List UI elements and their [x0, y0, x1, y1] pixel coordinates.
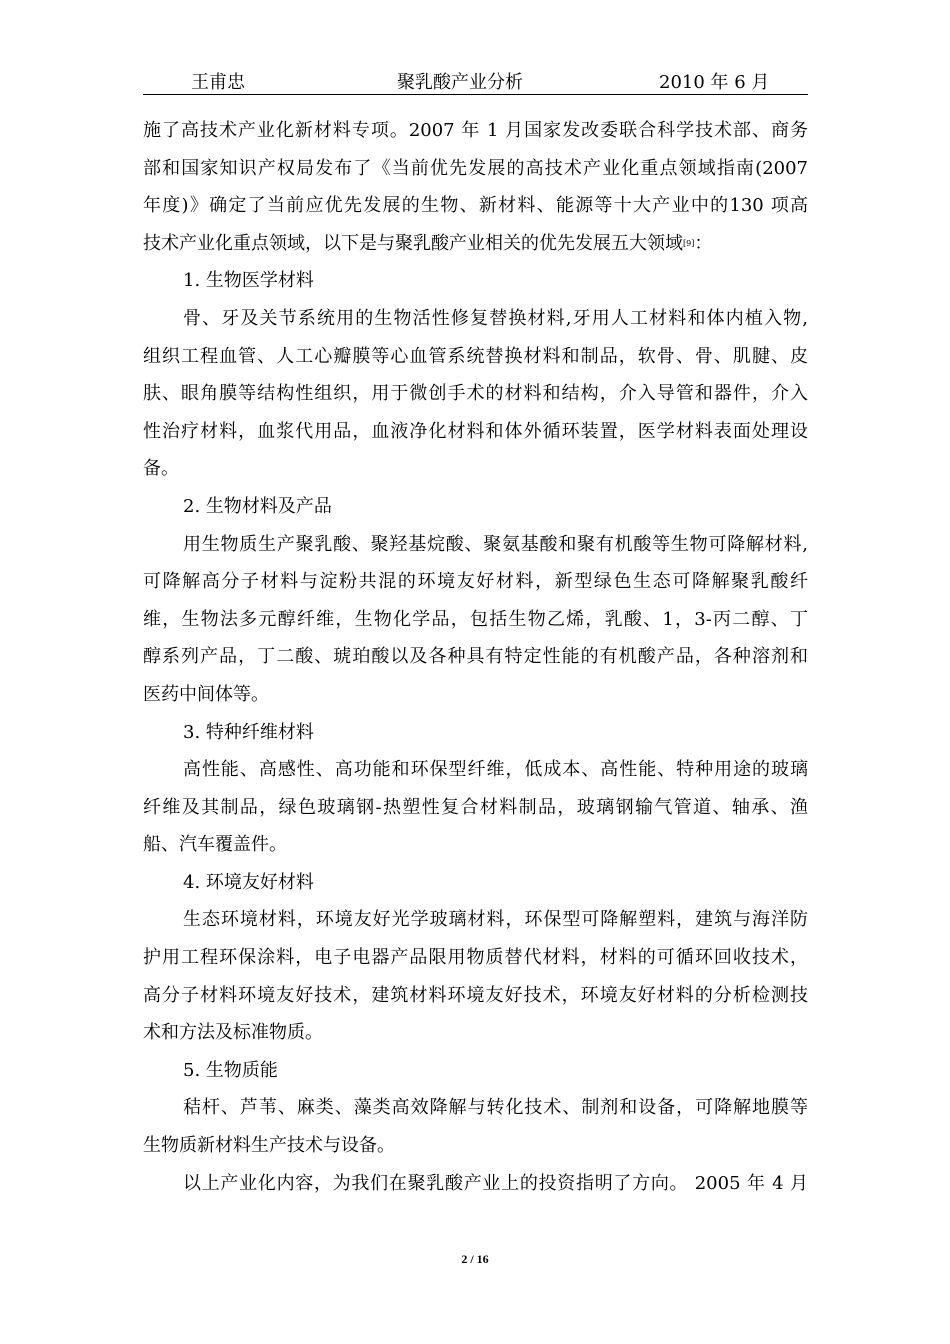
text-line: 醇系列产品，丁二酸、琥珀酸以及各种具有特定性能的有机酸产品，各种溶剂和: [143, 646, 808, 668]
text-line: 用生物质生产聚乳酸、聚羟基烷酸、聚氨基酸和聚有机酸等生物可降解材料,: [183, 533, 808, 555]
text-line: 年度)》确定了当前应优先发展的生物、新材料、能源等十大产业中的130 项高: [143, 195, 808, 217]
paragraph-biomedical: [143, 300, 808, 488]
text-line: 组织工程血管、人工心瓣膜等心血管系统替换材料和制品，软骨、骨、肌腱、皮: [143, 345, 808, 367]
paragraph-intro: [143, 112, 808, 262]
text-line: 性治疗材料，血浆代用品，血液净化材料和体外循环装置，医学材料表面处理设: [143, 420, 808, 442]
text-line: 可降解高分子材料与淀粉共混的环境友好材料，新型绿色生态可降解聚乳酸纤: [143, 571, 808, 593]
text-line: 术和方法及标准物质。: [143, 1022, 323, 1044]
section-heading-2: 2. 生物材料及产品: [183, 495, 332, 517]
text-line: 秸杆、芦苇、麻类、藻类高效降解与转化技术、制剂和设备，可降解地膜等: [183, 1097, 808, 1119]
text-line: 高分子材料环境友好技术，建筑材料环境友好技术，环境友好材料的分析检测技: [143, 984, 808, 1006]
text-line: 以上产业化内容，为我们在聚乳酸产业上的投资指明了方向。 2005 年 4 月: [183, 1172, 808, 1194]
text-line: 维，生物法多元醇纤维，生物化学品，包括生物乙烯，乳酸、1，3-丙二醇、丁: [143, 608, 808, 630]
section-heading-4: 4. 环境友好材料: [183, 871, 314, 893]
section-heading-3: 3. 特种纤维材料: [183, 721, 314, 743]
document-body: [143, 112, 808, 1202]
page-number: 2 / 16: [461, 1252, 489, 1266]
header-title: 聚乳酸产业分析: [397, 72, 523, 93]
text-line: 肤、眼角膜等结构性组织，用于微创手术的材料和结构，介入导管和器件，介入: [143, 383, 808, 405]
citation-ref: [9]: [683, 238, 695, 248]
text-line: 医药中间体等。: [143, 683, 269, 705]
section-heading-5: 5. 生物质能: [183, 1059, 278, 1081]
text-line: 高性能、高感性、高功能和环保型纤维，低成本、高性能、特种用途的玻璃: [183, 759, 808, 781]
text-line: 备。: [143, 458, 179, 480]
text-line: 生物质新材料生产技术与设备。: [143, 1135, 395, 1157]
paragraph-bio-materials: [143, 526, 808, 714]
text-line: 船、汽车覆盖件。: [143, 834, 287, 856]
paragraph-eco-materials: [143, 901, 808, 1051]
page-header: [143, 64, 808, 95]
paragraph-biomass: [143, 1089, 808, 1164]
header-date: 2010 年 6 月: [659, 72, 770, 93]
text-line: 骨、牙及关节系统用的生物活性修复替换材料,牙用人工材料和体内植入物,: [183, 307, 808, 329]
paragraph-special-fibers: [143, 751, 808, 864]
header-author: 王甫忠: [191, 72, 245, 93]
text-line: 护用工程环保涂料，电子电器产品限用物质替代材料，材料的可循环回收技术，: [143, 947, 808, 969]
paragraph-conclusion: [143, 1165, 808, 1203]
text-line: [143, 225, 808, 263]
text-line: 生态环境材料，环境友好光学玻璃材料，环保型可降解塑料，建筑与海洋防: [183, 909, 808, 931]
text-segment: 技术产业化重点领域，以下是与聚乳酸产业相关的优先发展五大领域: [143, 232, 683, 254]
text-line: 部和国家知识产权局发布了《当前优先发展的高技术产业化重点领域指南(2007: [143, 157, 808, 179]
text-line: 纤维及其制品，绿色玻璃钢-热塑性复合材料制品，玻璃钢输气管道、轴承、渔: [143, 796, 808, 818]
section-heading-1: 1. 生物医学材料: [183, 270, 314, 292]
text-line: 施了高技术产业化新材料专项。2007 年 1 月国家发改委联合科学技术部、商务: [143, 120, 808, 141]
text-segment: ：: [694, 232, 713, 254]
